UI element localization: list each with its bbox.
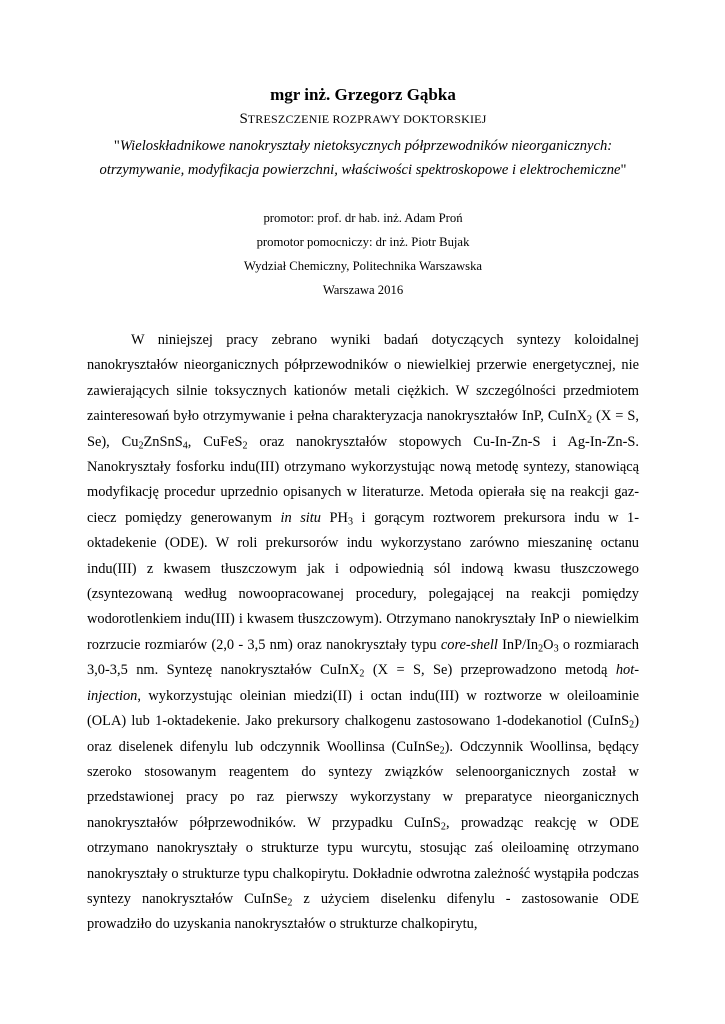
- title-close-quote: ": [620, 162, 627, 178]
- italic-term: hot-injection: [87, 662, 639, 704]
- text-run: (X = S, Se), Cu: [87, 408, 639, 450]
- abstract-paragraph: [87, 328, 639, 938]
- text-run: , prowadząc reakcję w ODE otrzymano nanokryształy o strukturze typu wurcytu, stosując zaś oleiloaminę otrzymano nanokryształy o strukturze typu chalkopirytu. Dokładnie odwrotna zależność wystąpiła podczas syntezy nanokryształów CuInSe: [87, 814, 639, 907]
- promotor-pomocniczy: promotor pomocniczy: dr inż. Piotr Bujak: [256, 235, 470, 249]
- text-run: i gorącym roztworem prekursora indu w 1-oktadekenie (ODE). W roli prekursorów indu wykorzystano zarówno mieszaninę octanu indu(III) z kwasem tłuszczowym jak i odpowiednią sól indową kwasu tłuszczowego (zsyntezowaną według nowoopracowanej procedury, polegającej na reakcji pomiędzy wodorotlenkiem indu(III) i kwasem tłuszczowym). Otrzymano nanokryształy InP o niewielkim rozrzucie rozmiarów (2,0 - 3,5 nm) oraz nanokryształy typu: [87, 509, 640, 653]
- thesis-title: [87, 134, 639, 182]
- text-run: , CuFeS: [187, 433, 243, 450]
- text-run: O: [543, 636, 554, 653]
- text-run: W niniejszej pracy zebrano wyniki badań dotyczących syntezy koloidalnej nanokryształów nieorganicznych półprzewodników o niewielkiej przerwie energetycznej, nie zawierających silnie toksycznych kationów metali ciężkich. W szczególności przedmiotem zainteresowań było otrzymywanie i pełna charakteryzacja nanokryształów InP, CuInX: [87, 332, 639, 425]
- text-run: ZnSnS: [143, 433, 183, 450]
- text-run: PH: [321, 509, 348, 526]
- subscript: 2: [138, 440, 144, 452]
- document-type: [87, 108, 639, 130]
- italic-term: core-shell: [440, 636, 498, 653]
- subscript: 2: [439, 745, 445, 757]
- text-run: ) oraz diselenek difenylu lub odczynnik Woollinsa (CuInSe: [87, 713, 639, 755]
- subscript: 2: [287, 897, 293, 909]
- subscript: 2: [242, 440, 248, 452]
- document-type-initial: S: [239, 111, 248, 127]
- author-name: mgr inż. Grzegorz Gąbka: [270, 85, 456, 104]
- text-run: z użyciem diselenku difenylu - zastosowanie ODE prowadziło do uzyskania nanokryształów o strukturze chalkopirytu,: [87, 890, 639, 933]
- subscript: 3: [553, 643, 559, 655]
- text-run: InP/In: [497, 636, 539, 653]
- abstract-body: [87, 328, 639, 938]
- thesis-title-line-2: [87, 158, 639, 182]
- title-text-1: Wieloskładnikowe nanokryształy nietoksycznych półprzewodników nieorganicznych:: [119, 138, 613, 154]
- thesis-title-line-1: [87, 134, 639, 158]
- document-type-rest: TRESZCZENIE ROZPRAWY DOKTORSKIEJ: [247, 112, 487, 126]
- subscript: 2: [440, 821, 446, 833]
- italic-term: in situ: [280, 509, 321, 526]
- title-open-quote: ": [113, 138, 120, 154]
- text-run: oraz nanokryształów stopowych Cu-In-Zn-S i Ag-In-Zn-S. Nanokryształy fosforku indu(III) otrzymano wykorzystując nową metodę syntezy, stanowiącą modyfikację procedur uprzednio opisanych w literaturze. Metoda opierała się na reakcji gaz-ciecz pomiędzy generowanym: [87, 433, 639, 526]
- document-page: [87, 84, 639, 938]
- text-run: ). Odczynnik Woollinsa, będący szeroko stosowanym reagentem do syntezy związków selenoorganicznych został w przedstawionej pracy po raz pierwszy wykorzystany w preparatyce nieorganicznych nanokryształów półprzewodników. W przypadku CuInS: [87, 738, 639, 831]
- subscript: 2: [629, 719, 635, 731]
- subscript: 2: [359, 668, 365, 680]
- thesis-meta: [87, 206, 639, 302]
- text-run: (X = S, Se) przeprowadzono metodą: [364, 662, 616, 679]
- subscript: 2: [538, 643, 544, 655]
- text-run: , wykorzystując oleinian miedzi(II) i octan indu(III) w roztworze w oleiloaminie (OLA) lub 1-oktadekenie. Jako prekursory chalkogenu zastosowano 1-dodekanotiol (CuInS: [87, 687, 639, 730]
- subscript: 2: [587, 414, 593, 426]
- place-year: Warszawa 2016: [322, 283, 404, 297]
- faculty: Wydział Chemiczny, Politechnika Warszawska: [243, 259, 483, 273]
- promotor: promotor: prof. dr hab. inż. Adam Proń: [263, 211, 463, 225]
- title-text-2: otrzymywanie, modyfikacja powierzchni, właściwości spektroskopowe i elektrochemiczne: [99, 162, 621, 178]
- text-run: o rozmiarach 3,0-3,5 nm. Syntezę nanokryształów CuInX: [87, 636, 640, 679]
- subscript: 4: [182, 440, 188, 452]
- subscript: 3: [347, 516, 353, 528]
